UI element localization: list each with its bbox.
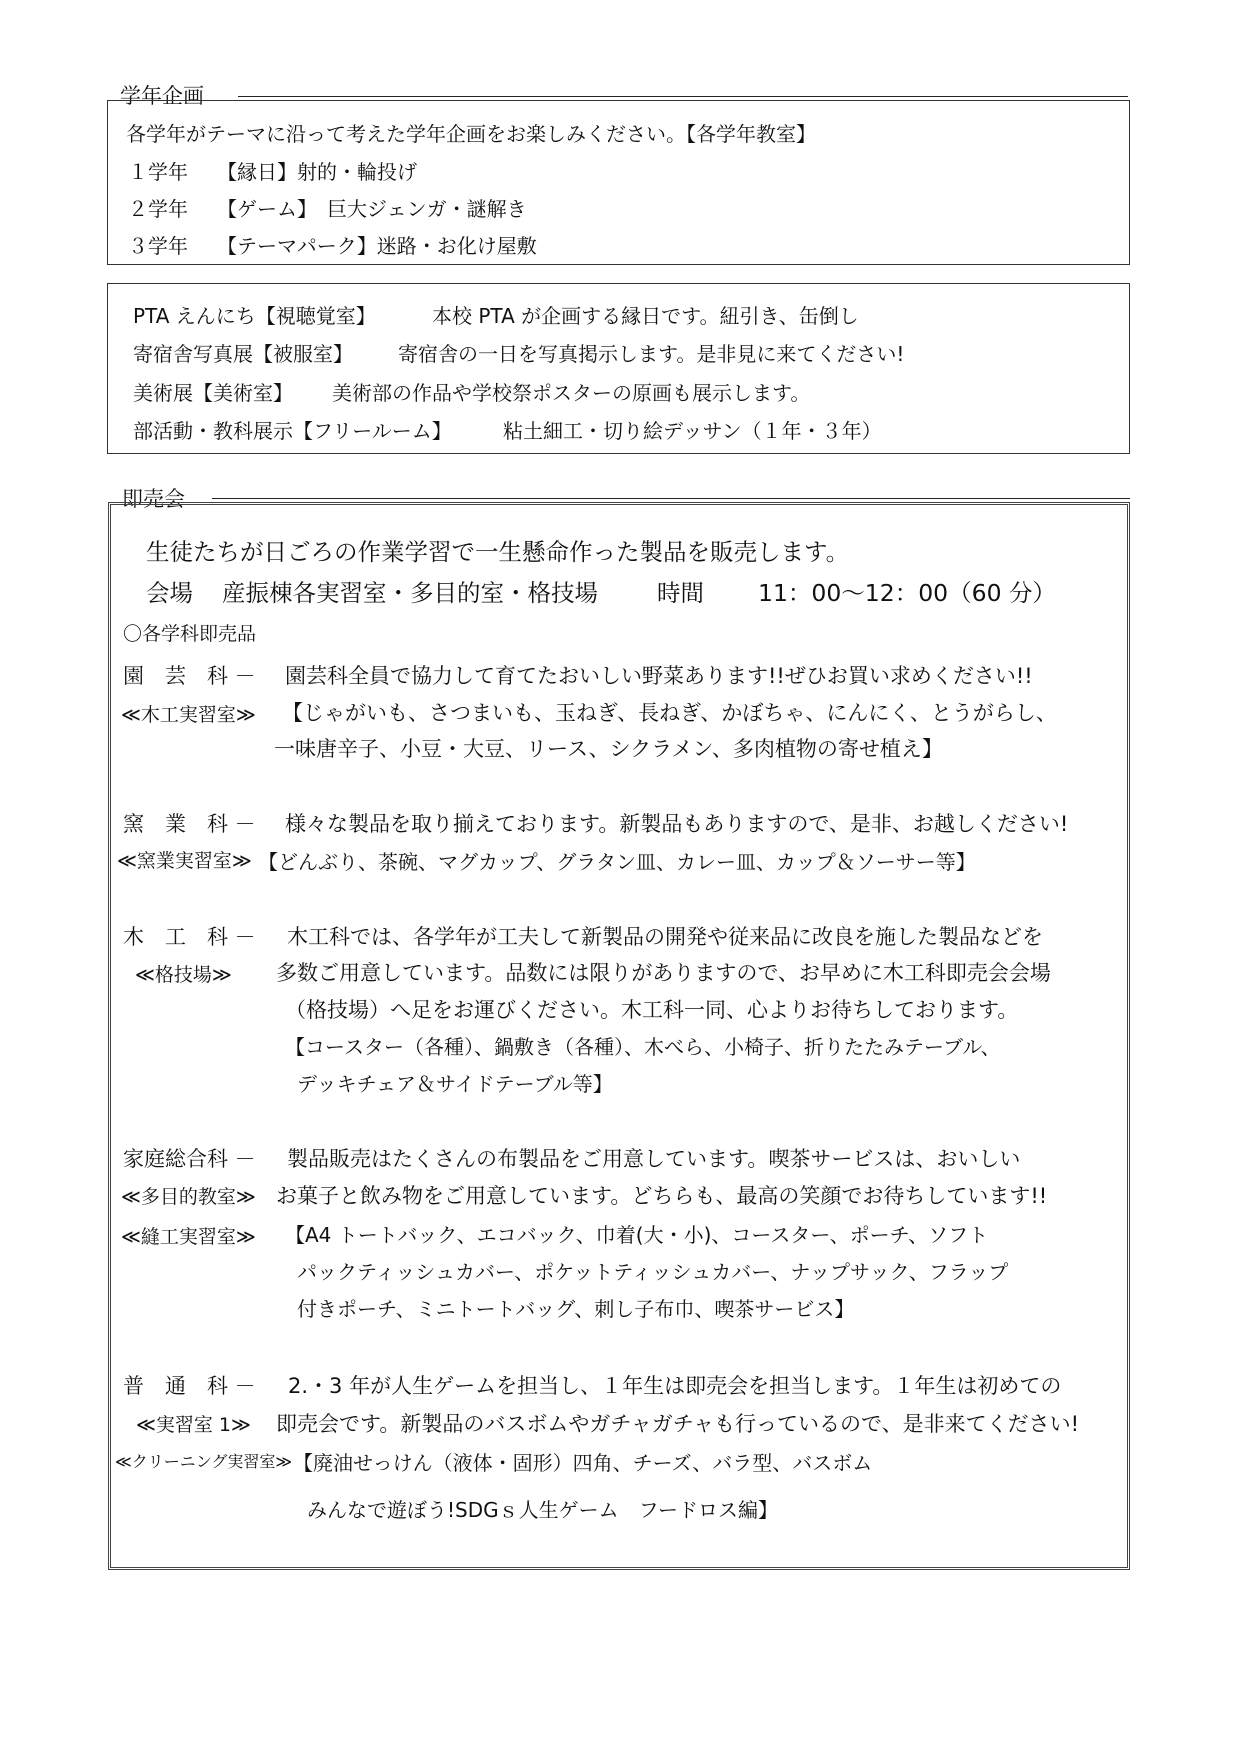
event-club-name: 部活動・教科展示【フリールーム】 <box>133 419 452 443</box>
general-dept: 普 通 科 － <box>123 1374 256 1398</box>
home-room-2: ≪縫工実習室≫ <box>121 1226 256 1248</box>
event-dorm-desc: 寄宿舎の一日を写真掲示します。是非見に来てください! <box>398 342 905 366</box>
home-line-1: 製品販売はたくさんの布製品をご用意しています。喫茶サービスは、おいしい <box>287 1147 1021 1171</box>
general-room-1: ≪実習室 1≫ <box>136 1414 251 1436</box>
ceramics-line-2: 【どんぶり、茶碗、マグカップ、グラタン皿、カレー皿、カップ＆ソーサー等】 <box>258 850 976 874</box>
grade-intro: 各学年がテーマに沿って考えた学年企画をお楽しみください。【各学年教室】 <box>126 122 816 146</box>
grade-section-title: 学年企画 <box>120 84 204 108</box>
woodwork-line-1: 木工科では、各学年が工夫して新製品の開発や従来品に改良を施した製品などを <box>287 925 1043 949</box>
grade-2-label: ２学年 <box>128 197 188 221</box>
sale-title-rule <box>212 498 1130 499</box>
woodwork-line-5: デッキチェア＆サイドテーブル等】 <box>297 1072 613 1096</box>
ceramics-dept: 窯 業 科 － <box>123 812 256 836</box>
general-line-2: 即売会です。新製品のバスボムやガチャガチャも行っているので、是非来てください! <box>276 1412 1080 1436</box>
event-dorm-name: 寄宿舎写真展【被服室】 <box>133 342 353 366</box>
home-line-5: 付きポーチ、ミニトートバッグ、刺し子布巾、喫茶サービス】 <box>297 1297 855 1321</box>
sale-time-label: 時間 <box>657 579 704 607</box>
general-room-2: ≪クリーニング実習室≫ <box>115 1452 293 1471</box>
woodwork-line-2: 多数ご用意しています。品数には限りがありますので、お早めに木工科即売会会場 <box>276 961 1051 985</box>
grade-3-content: 【テーマパーク】迷路・お化け屋敷 <box>217 234 537 258</box>
home-line-3: 【A4 トートバック、エコバック、巾着(大・小)、コースター、ポーチ、ソフト <box>285 1223 989 1247</box>
sale-section-title: 即売会 <box>122 487 185 511</box>
grade-3-label: ３学年 <box>128 234 188 258</box>
event-art-desc: 美術部の作品や学校祭ポスターの原画も展示します。 <box>332 381 811 405</box>
sale-lead: 生徒たちが日ごろの作業学習で一生懸命作った製品を販売します。 <box>146 538 850 566</box>
horticulture-line-1: 園芸科全員で協力して育てたおいしい野菜あります!!ぜひお買い求めください!! <box>285 664 1033 688</box>
grade-title-rule <box>238 96 1128 97</box>
woodwork-dept: 木 工 科 － <box>123 925 256 949</box>
event-club-desc: 粘土細工・切り絵デッサン（１年・３年） <box>503 419 882 443</box>
general-line-3: 【廃油せっけん（液体・固形）四角、チーズ、バラ型、バスボム <box>293 1451 873 1475</box>
grade-1-label: １学年 <box>128 160 188 184</box>
home-dept: 家庭総合科 － <box>123 1147 256 1171</box>
horticulture-room: ≪木工実習室≫ <box>121 704 256 726</box>
grade-2-content: 【ゲーム】 巨大ジェンガ・謎解き <box>217 197 527 221</box>
event-pta-desc: 本校 PTA が企画する縁日です。紐引き、缶倒し <box>432 304 859 328</box>
ceramics-line-1: 様々な製品を取り揃えております。新製品もありますので、是非、お越しください! <box>285 812 1069 836</box>
home-line-4: パックティッシュカバー、ポケットティッシュカバー、ナップサック、フラップ <box>297 1260 1009 1284</box>
woodwork-line-4: 【コースター（各種）、鍋敷き（各種）、木べら、小椅子、折りたたみテーブル、 <box>285 1035 1001 1059</box>
horticulture-line-3: 一味唐辛子、小豆・大豆、リース、シクラメン、多肉植物の寄せ植え】 <box>274 737 943 761</box>
general-line-1: 2.・3 年が人生ゲームを担当し、１年生は即売会を担当します。１年生は初めての <box>288 1374 1062 1398</box>
event-pta-name: PTA えんにち【視聴覚室】 <box>133 304 376 328</box>
sale-time: 11：00～12：00（60 分） <box>758 579 1056 607</box>
general-line-4: みんなで遊ぼう!SDGｓ人生ゲーム フードロス編】 <box>307 1498 779 1522</box>
home-line-2: お菓子と飲み物をご用意しています。どちらも、最高の笑顔でお待ちしています!! <box>276 1184 1048 1208</box>
sale-venue: 産振棟各実習室・多目的室・格技場 <box>222 579 598 607</box>
sale-venue-label: 会場 <box>146 579 193 607</box>
home-room-1: ≪多目的教室≫ <box>121 1186 256 1208</box>
grade-1-content: 【縁日】射的・輪投げ <box>217 160 417 184</box>
event-art-name: 美術展【美術室】 <box>133 381 293 405</box>
horticulture-line-2: 【じゃがいも、さつまいも、玉ねぎ、長ねぎ、かぼちゃ、にんにく、とうがらし、 <box>282 701 1057 725</box>
sale-subhead: 〇各学科即売品 <box>123 623 257 645</box>
ceramics-room: ≪窯業実習室≫ <box>117 850 252 872</box>
woodwork-line-3: （格技場）へ足をお運びください。木工科一同、心よりお待ちしております。 <box>285 998 1019 1022</box>
woodwork-room: ≪格技場≫ <box>135 964 232 986</box>
horticulture-dept: 園 芸 科 － <box>123 664 256 688</box>
